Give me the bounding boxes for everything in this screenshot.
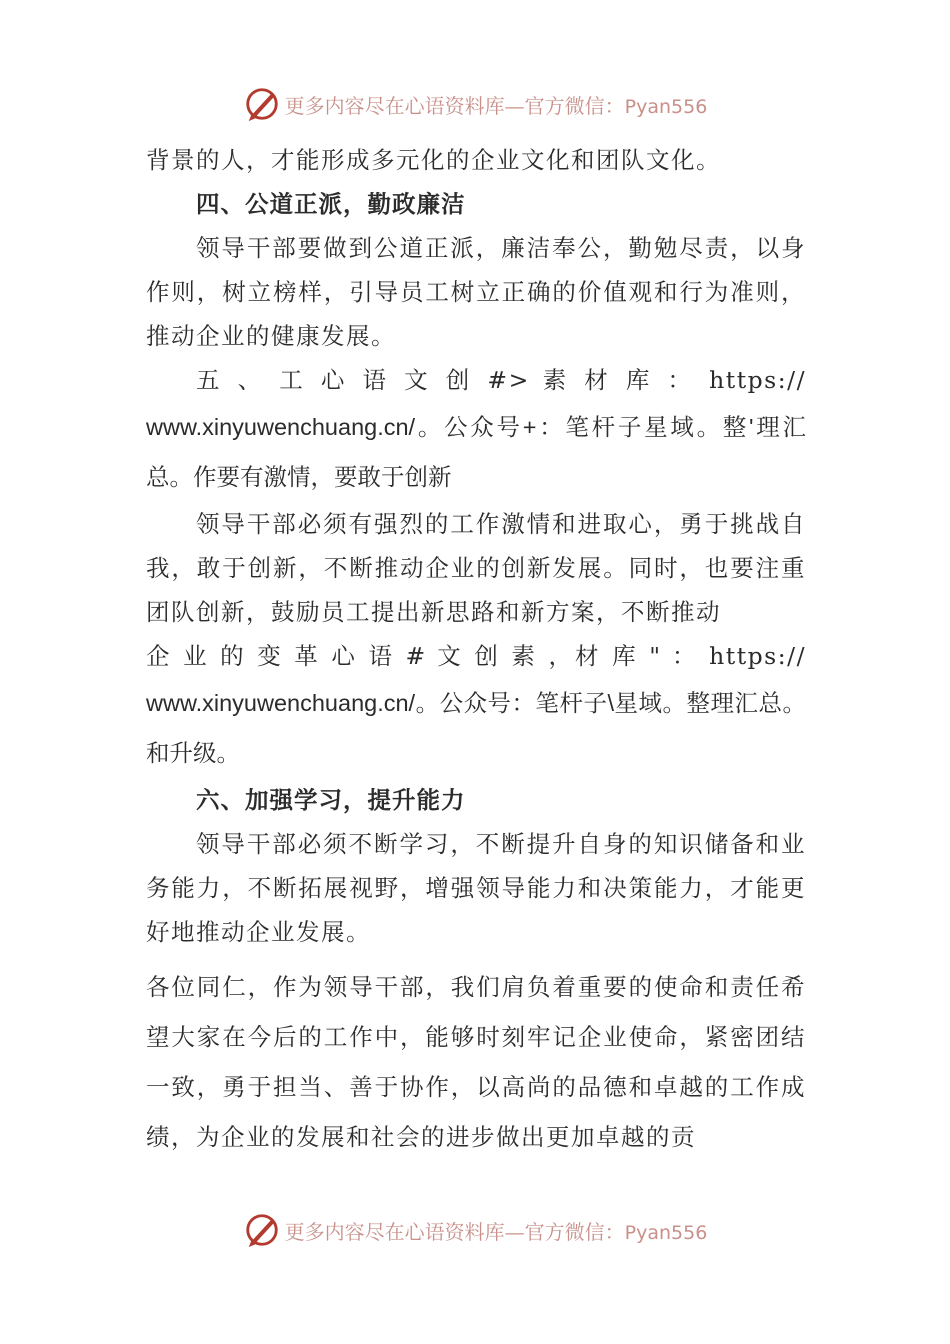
paragraph: www.xinyuwenchuang.cn/。公众号+：笔杆子星域。整'理汇总。作要有激情，要敢于创新 [146, 414, 806, 490]
header-banner [0, 84, 950, 124]
banner-label: 更多内容尽在心语资料库—官方微信：Pyan556 [284, 1219, 708, 1244]
paragraph: www.xinyuwenchuang.cn/。公众号：笔杆子\星域。整理汇总。和升级。 [146, 690, 806, 766]
pen-logo-icon [243, 1211, 281, 1249]
section-heading-line: 五 、 工 心 语 文 创 #> 素 材 库 ： https:// [196, 366, 806, 394]
paragraph: 领导干部要做到公道正派，廉洁奉公，勤勉尽责，以身作则，树立榜样，引导员工树立正确的价值观和行为准则，推动企业的健康发展。 [146, 234, 806, 350]
paragraph: 领导干部必须不断学习，不断提升自身的知识储备和业务能力，不断拓展视野，增强领导能力和决策能力，才能更好地推动企业发展。 [146, 830, 806, 946]
banner-label: 更多内容尽在心语资料库—官方微信：Pyan556 [284, 93, 708, 118]
pen-logo-icon [243, 85, 281, 123]
paragraph: 各位同仁，作为领导干部，我们肩负着重要的使命和责任希望大家在今后的工作中，能够时刻牢记企业使命，紧密团结一致，勇于担当、善于协作，以高尚的品德和卓越的工作成绩，为企业的发展和社会的进步做出更加卓越的贡 [146, 973, 806, 1151]
document-body [146, 138, 806, 1162]
section-heading: 六、加强学习，提升能力 [196, 786, 466, 814]
footer-banner [0, 1210, 950, 1250]
paragraph-line: 企 业 的 变 革 心 语 # 文 创 素 ，材 库 " ： https:// [146, 642, 806, 670]
paragraph: 领导干部必须有强烈的工作激情和进取心，勇于挑战自我，敢于创新，不断推动企业的创新发展。同时，也要注重团队创新，鼓励员工提出新思路和新方案，不断推动 [146, 510, 806, 626]
section-heading: 四、公道正派，勤政廉洁 [196, 190, 466, 218]
paragraph: 背景的人，才能形成多元化的企业文化和团队文化。 [146, 146, 721, 174]
